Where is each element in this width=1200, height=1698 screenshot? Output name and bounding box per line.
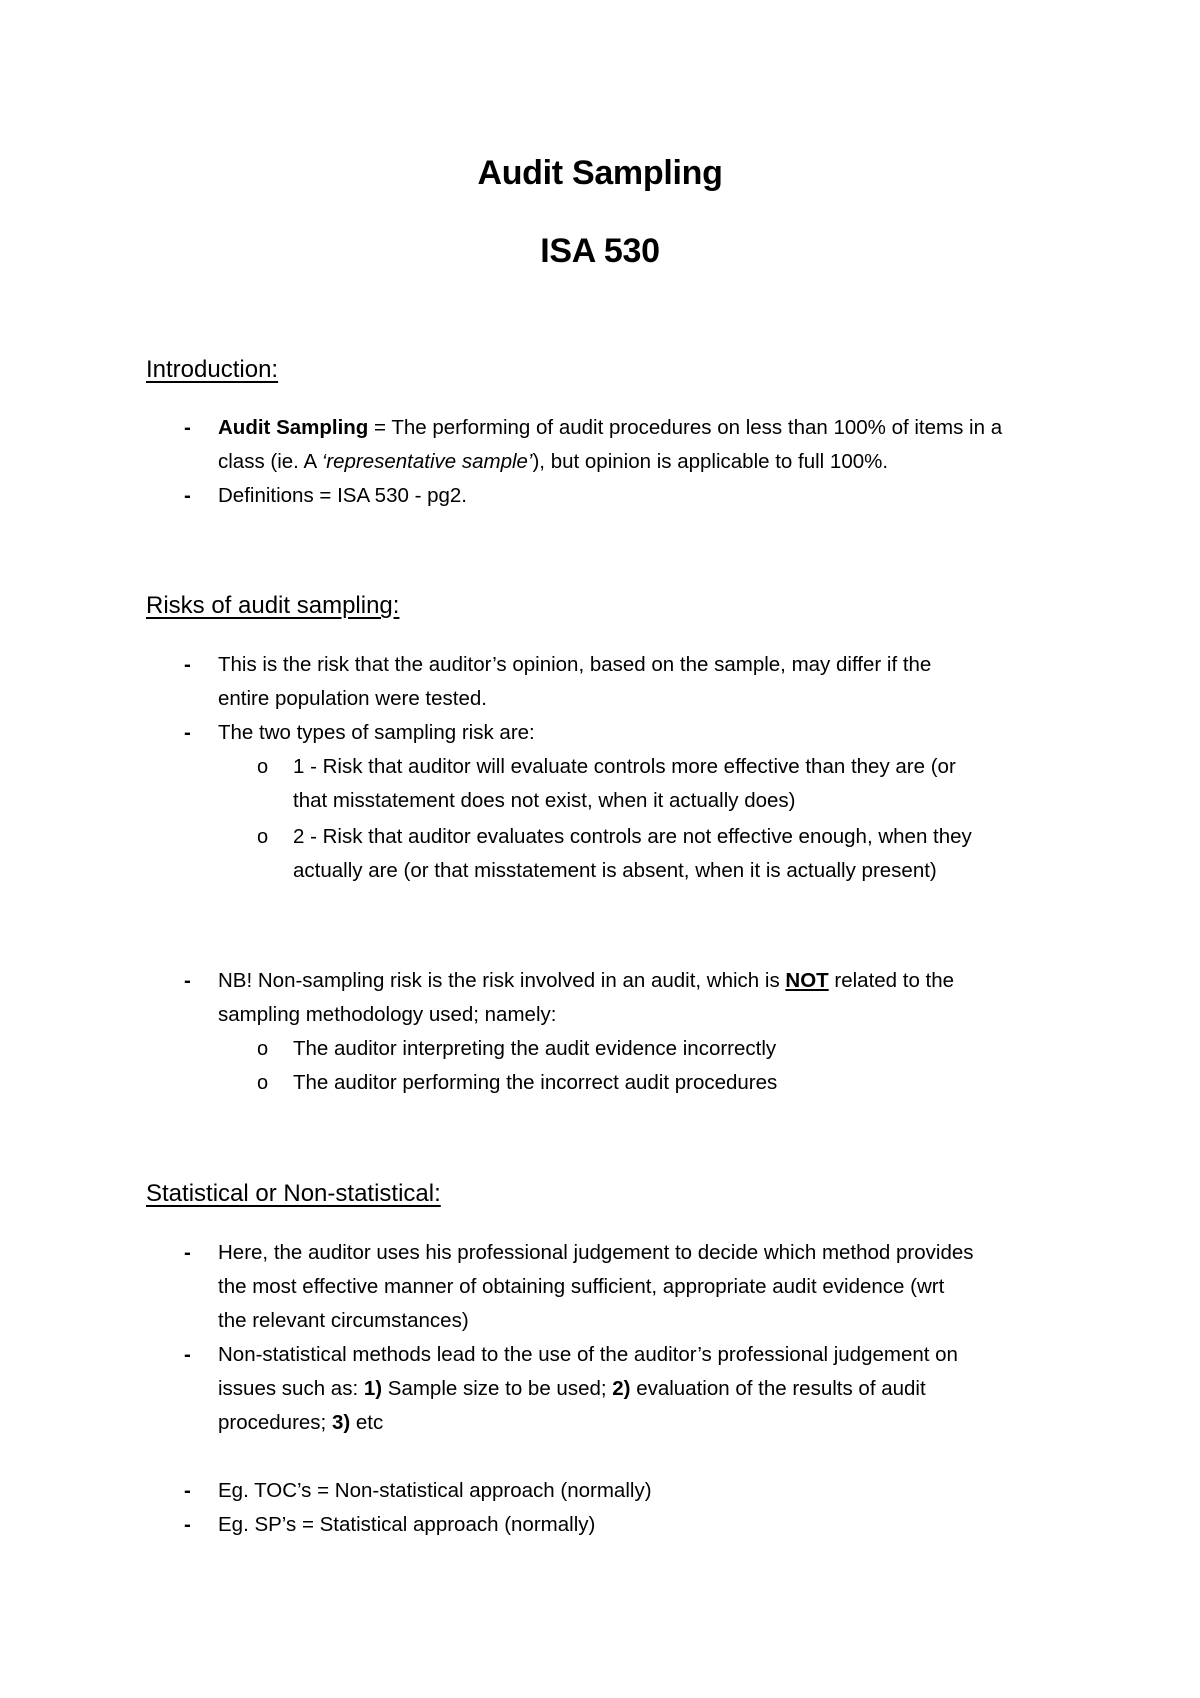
bullet-dash: - bbox=[184, 416, 191, 439]
bullet-circle: o bbox=[257, 1038, 269, 1060]
nb-bullet-line-2: sampling methodology used; namely: bbox=[218, 1003, 557, 1026]
bullet-dash: - bbox=[184, 1241, 191, 1264]
intro-bullet-2: Definitions = ISA 530 - pg2. bbox=[218, 484, 468, 507]
risks-bullet-1-line-1: This is the risk that the auditor’s opinion, based on the sample, may differ if the bbox=[218, 653, 932, 676]
stat-bullet-2-line-2: issues such as: 1) Sample size to be used; 2) evaluation of the results of audit bbox=[218, 1377, 926, 1400]
nb-subitem-1: The auditor interpreting the audit evidence incorrectly bbox=[293, 1037, 777, 1060]
bullet-circle: o bbox=[257, 826, 269, 848]
stat-bullet-1-line-1: Here, the auditor uses his professional judgement to decide which method provides bbox=[218, 1241, 974, 1264]
document-subtitle: ISA 530 bbox=[540, 232, 660, 270]
not-emphasis: NOT bbox=[785, 969, 829, 992]
bullet-dash: - bbox=[184, 1343, 191, 1366]
section-heading-introduction: Introduction: bbox=[146, 356, 279, 383]
bullet-dash: - bbox=[184, 969, 191, 992]
bullet-dash: - bbox=[184, 653, 191, 676]
stat-bullet-3: Eg. TOC’s = Non-statistical approach (normally) bbox=[218, 1479, 652, 1502]
nb-bullet-line-1: NB! Non-sampling risk is the risk involved in an audit, which is NOT related to the bbox=[218, 969, 955, 992]
nb-subitem-2: The auditor performing the incorrect audit procedures bbox=[293, 1071, 778, 1094]
risk-type-2-line-2: actually are (or that misstatement is absent, when it is actually present) bbox=[293, 859, 937, 882]
stat-bullet-2-line-1: Non-statistical methods lead to the use of the auditor’s professional judgement on bbox=[218, 1343, 958, 1366]
risk-type-1-line-2: that misstatement does not exist, when it actually does) bbox=[293, 789, 796, 812]
section-heading-statistical: Statistical or Non-statistical: bbox=[146, 1180, 441, 1207]
representative-sample-phrase: ‘representative sample’ bbox=[321, 450, 533, 473]
bullet-dash: - bbox=[184, 1479, 191, 1502]
bullet-dash: - bbox=[184, 721, 191, 744]
risk-type-1-line-1: 1 - Risk that auditor will evaluate controls more effective than they are (or bbox=[293, 755, 956, 778]
section-heading-risks: Risks of audit sampling: bbox=[146, 592, 400, 619]
stat-bullet-1-line-2: the most effective manner of obtaining sufficient, appropriate audit evidence (wrt bbox=[218, 1275, 945, 1298]
bullet-circle: o bbox=[257, 1072, 269, 1094]
bullet-dash: - bbox=[184, 484, 191, 507]
risks-bullet-2: The two types of sampling risk are: bbox=[218, 721, 535, 744]
bullet-circle: o bbox=[257, 756, 269, 778]
document-title: Audit Sampling bbox=[477, 154, 723, 192]
risks-bullet-1-line-2: entire population were tested. bbox=[218, 687, 487, 710]
intro-bullet-1-line-1: Audit Sampling = The performing of audit procedures on less than 100% of items in a bbox=[218, 416, 1003, 439]
intro-bullet-1-line-2: class (ie. A ‘representative sample’), but opinion is applicable to full 100%. bbox=[218, 450, 889, 473]
stat-bullet-2-line-3: procedures; 3) etc bbox=[218, 1411, 384, 1434]
term-audit-sampling: Audit Sampling bbox=[218, 416, 369, 439]
stat-bullet-4: Eg. SP’s = Statistical approach (normally) bbox=[218, 1513, 596, 1536]
risk-type-2-line-1: 2 - Risk that auditor evaluates controls are not effective enough, when they bbox=[293, 825, 972, 848]
bullet-dash: - bbox=[184, 1513, 191, 1536]
stat-bullet-1-line-3: the relevant circumstances) bbox=[218, 1309, 469, 1332]
